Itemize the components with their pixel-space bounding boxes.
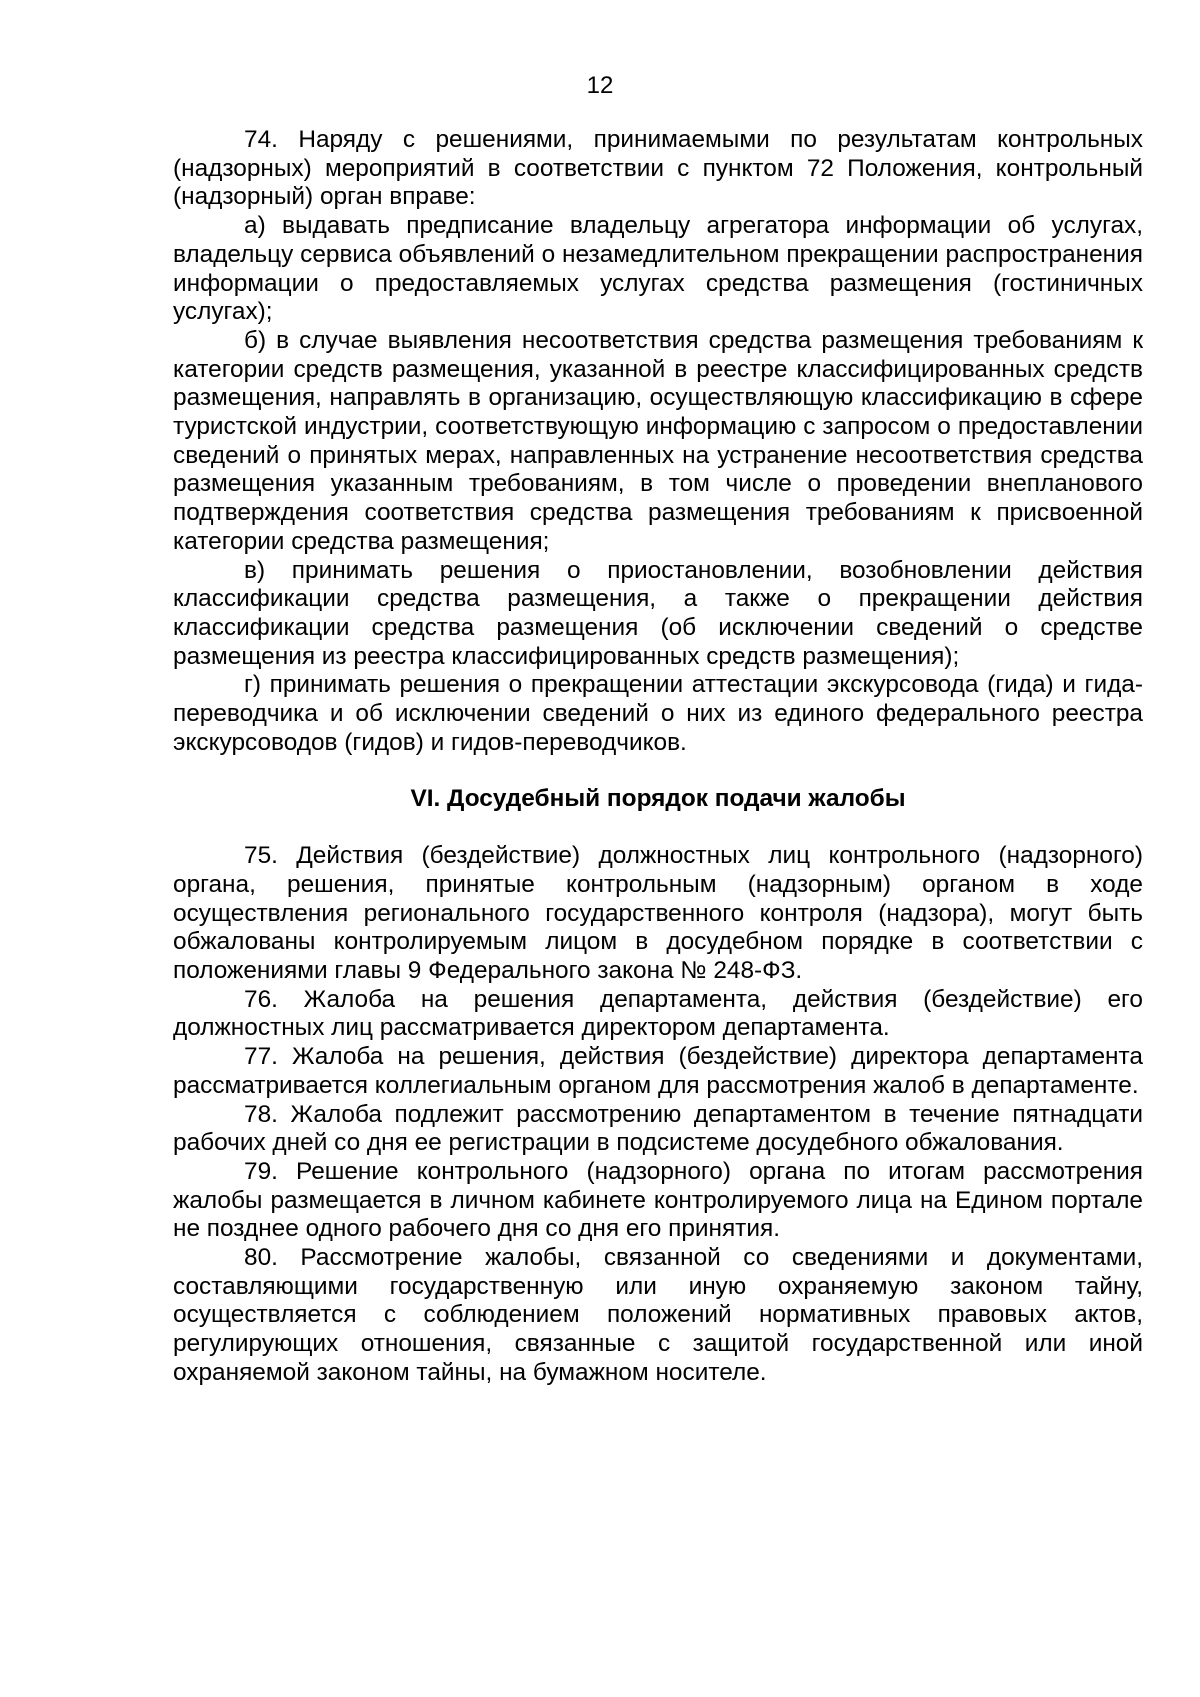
section-heading: VI. Досудебный порядок подачи жалобы bbox=[410, 785, 906, 813]
page-number: 12 bbox=[586, 72, 614, 99]
paragraph-78: 78. Жалоба подлежит рассмотрению департаментом в течение пятнадцати рабочих дней со дня ее регистрации в подсистеме досудебного обжалования. bbox=[173, 1100, 1143, 1157]
paragraph-80: 80. Рассмотрение жалобы, связанной со сведениями и документами, составляющими государственную или иную охраняемую законом тайну, осуществляется с соблюдением положений нормативных правовых актов, регулирующих отношения, связанные с защитой государственной или иной охраняемой законом тайны, на бумажном носителе. bbox=[173, 1244, 1143, 1386]
document-body bbox=[173, 126, 1143, 1388]
paragraph-75: 75. Действия (бездействие) должностных лиц контрольного (надзорного) органа, решения, принятые контрольным (надзорным) органом в ходе осуществления регионального государственного контроля (надзора), могут быть обжалованы контролируемым лицом в досудебном порядке в соответствии с положениями главы 9 Федерального закона № 248-ФЗ. bbox=[173, 842, 1143, 984]
paragraph-74-v: в) принимать решения о приостановлении, возобновлении действия классификации средства размещения, а также о прекращении действия классификации средства размещения (об исключении сведений о средстве размещения из реестра классифицированных средств размещения); bbox=[173, 556, 1143, 670]
paragraph-77: 77. Жалоба на решения, действия (бездействие) директора департамента рассматривается коллегиальным органом для рассмотрения жалоб в департаменте. bbox=[173, 1043, 1143, 1099]
paragraph-74: 74. Наряду с решениями, принимаемыми по результатам контрольных (надзорных) мероприятий в соответствии с пунктом 72 Положения, контрольный (надзорный) орган вправе: bbox=[173, 126, 1143, 211]
paragraph-74-b: б) в случае выявления несоответствия средства размещения требованиям к категории средств размещения, указанной в реестре классифицированных средств размещения, направлять в организацию, осуществляющую классификацию в сфере туристской индустрии, соответствующую информацию с запросом о предоставлении сведений о принятых мерах, направленных на устранение несоответствия средства размещения указанным требованиям, в том числе о проведении внепланового подтверждения соответствия средства размещения требованиям к присвоенной категории средства размещения; bbox=[173, 326, 1143, 555]
paragraph-79: 79. Решение контрольного (надзорного) органа по итогам рассмотрения жалобы размещается в личном кабинете контролируемого лица на Едином портале не позднее одного рабочего дня со дня его принятия. bbox=[173, 1157, 1143, 1243]
paragraph-74-a: а) выдавать предписание владельцу агрегатора информации об услугах, владельцу сервиса объявлений о незамедлительном прекращении распространения информации о предоставляемых услугах средства размещения (гостиничных услугах); bbox=[173, 212, 1143, 326]
paragraph-76: 76. Жалоба на решения департамента, действия (бездействие) его должностных лиц рассматривается директором департамента. bbox=[173, 985, 1143, 1042]
paragraph-74-g: г) принимать решения о прекращении аттестации экскурсовода (гида) и гида-переводчика и об исключении сведений о них из единого федерального реестра экскурсоводов (гидов) и гидов-переводчиков. bbox=[173, 671, 1143, 756]
